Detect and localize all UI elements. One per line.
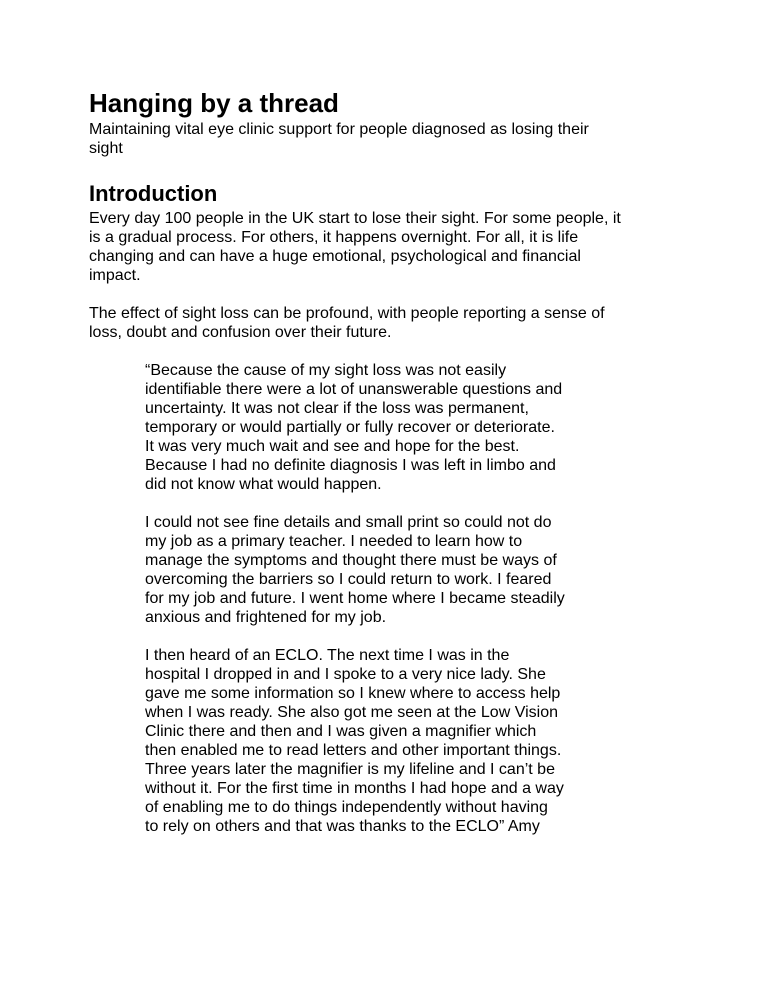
quote-paragraph: I then heard of an ECLO. The next time I was in the hospital I dropped in and I spoke to a very nice lady. She gave me some information so I knew where to access help when I was ready. She also got me seen at the Low Vision Clinic there and then and I was given a magnifier which then enabled me to read letters and other important things. Three years later the magnifier is my lifeline and I can’t be without it. For the first time in months I had hope and a way of enabling me to do things independently without having to rely on others and that was thanks to the ECLO” Amy bbox=[145, 647, 564, 835]
testimonial-quote bbox=[145, 361, 565, 836]
quote-paragraph: “Because the cause of my sight loss was not easily identifiable there were a lot of unanswerable questions and uncertainty. It was not clear if the loss was permanent, temporary or would partially or fully recover or deteriorate. It was very much wait and see and hope for the best. Because I had no definite diagnosis I was left in limbo and did not know what would happen. bbox=[145, 362, 563, 493]
quote-paragraph: I could not see fine details and small print so could not do my job as a primary teacher. I needed to learn how to manage the symptoms and thought there must be ways of overcoming the barriers so I could return to work. I feared for my job and future. I went home where I became steadily anxious and frightened for my job. bbox=[145, 514, 565, 626]
document-page bbox=[89, 88, 689, 855]
intro-paragraph: Every day 100 people in the UK start to lose their sight. For some people, it is a gradual process. For others, it happens overnight. For all, it is life changing and can have a huge emotional, psychological and financial impact. bbox=[89, 210, 621, 284]
document-subtitle: Maintaining vital eye clinic support for people diagnosed as losing their sight bbox=[89, 121, 589, 157]
effect-paragraph: The effect of sight loss can be profound, with people reporting a sense of loss, doubt and confusion over their future. bbox=[89, 305, 605, 341]
section-heading-introduction: Introduction bbox=[89, 181, 218, 206]
document-title: Hanging by a thread bbox=[89, 88, 339, 118]
